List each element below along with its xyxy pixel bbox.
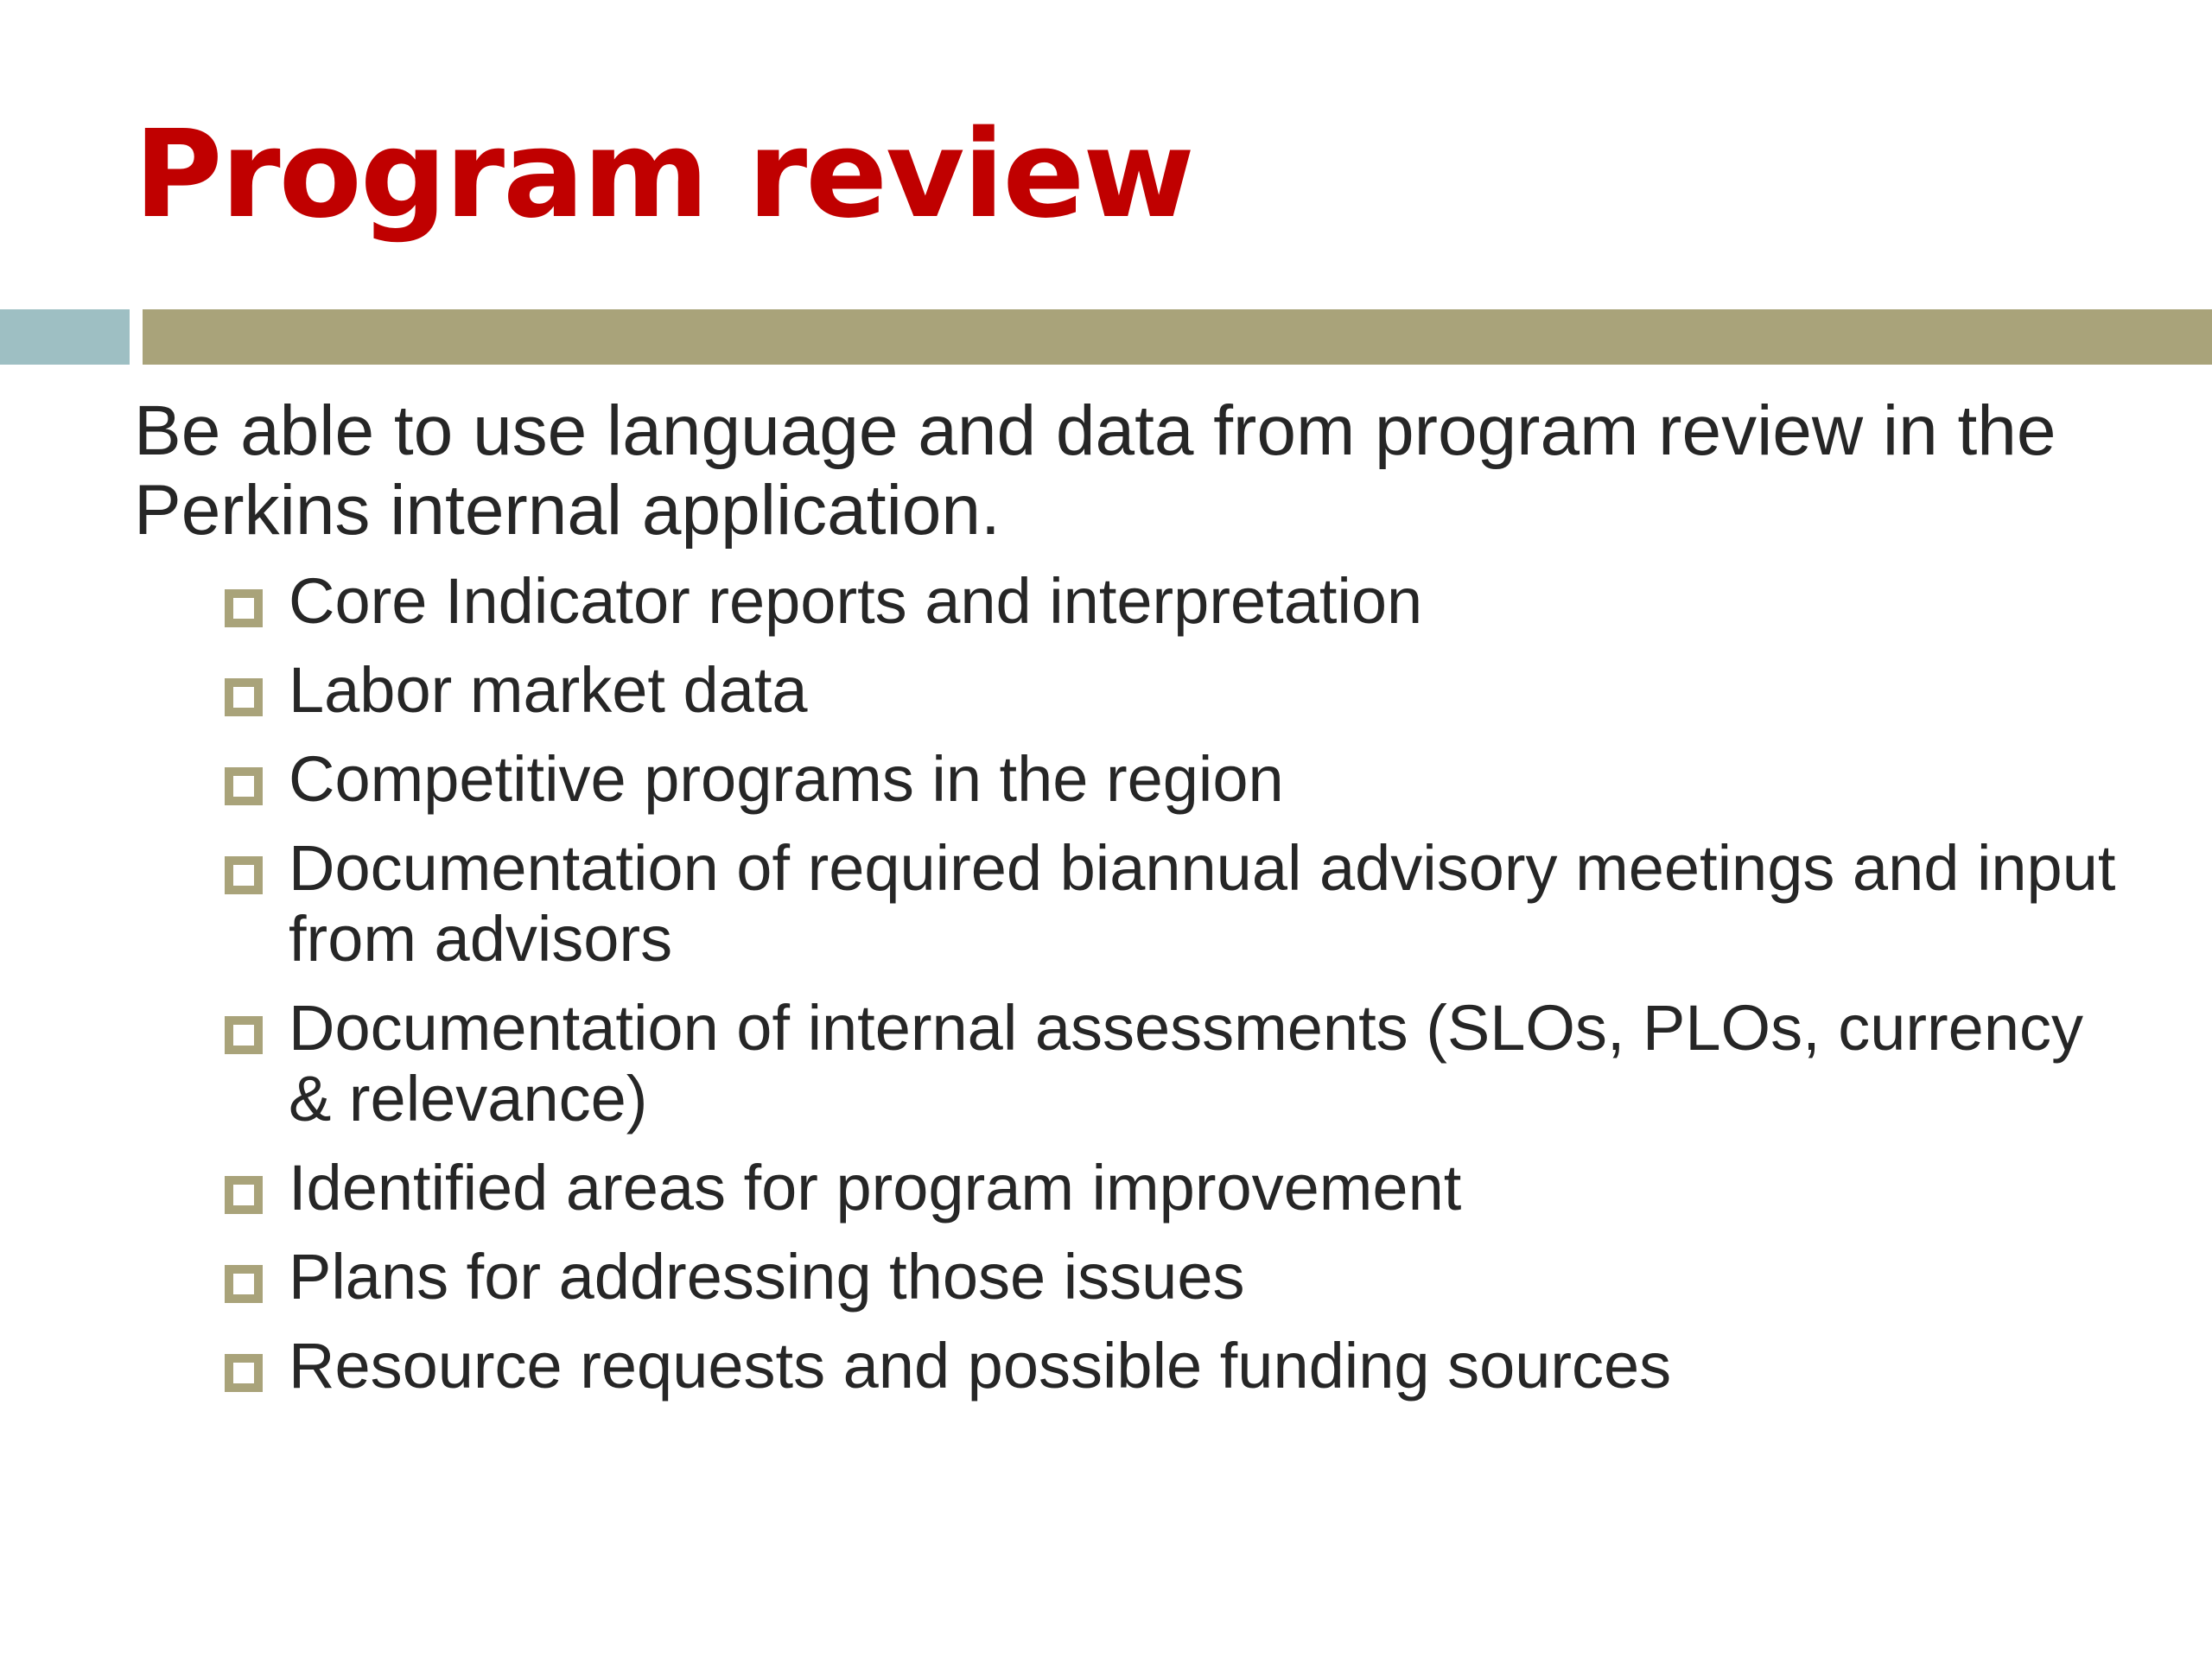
accent-bar-left	[0, 309, 130, 365]
bullet-item	[225, 655, 2126, 726]
accent-bar-main	[143, 309, 2212, 365]
bullet-item	[225, 993, 2126, 1135]
bullet-text: Competitive programs in the region	[289, 743, 1284, 815]
bullet-text: Documentation of required biannual advisory meetings and input from advisors	[289, 832, 2116, 975]
square-bullet-icon	[225, 1176, 263, 1214]
bullet-item	[225, 744, 2126, 815]
bullet-list	[225, 566, 2126, 1420]
bullet-item	[225, 1331, 2126, 1402]
bullet-item	[225, 566, 2126, 637]
bullet-text: Plans for addressing those issues	[289, 1241, 1245, 1313]
bullet-text: Core Indicator reports and interpretation	[289, 565, 1423, 637]
intro-text: Be able to use language and data from program review in the Perkins internal application.	[134, 391, 2056, 550]
square-bullet-icon	[225, 856, 263, 894]
bullet-text: Resource requests and possible funding sources	[289, 1330, 1672, 1402]
bullet-text: Documentation of internal assessments (SLOs, PLOs, currency & relevance)	[289, 992, 2083, 1135]
square-bullet-icon	[225, 1354, 263, 1392]
bullet-item	[225, 1153, 2126, 1224]
bullet-item	[225, 833, 2126, 975]
bullet-item	[225, 1242, 2126, 1313]
bullet-text: Labor market data	[289, 654, 808, 726]
square-bullet-icon	[225, 767, 263, 805]
square-bullet-icon	[225, 1016, 263, 1054]
square-bullet-icon	[225, 678, 263, 716]
square-bullet-icon	[225, 1265, 263, 1303]
bullet-text: Identified areas for program improvement	[289, 1152, 1462, 1224]
square-bullet-icon	[225, 589, 263, 627]
slide-title: Program review	[134, 105, 1193, 245]
